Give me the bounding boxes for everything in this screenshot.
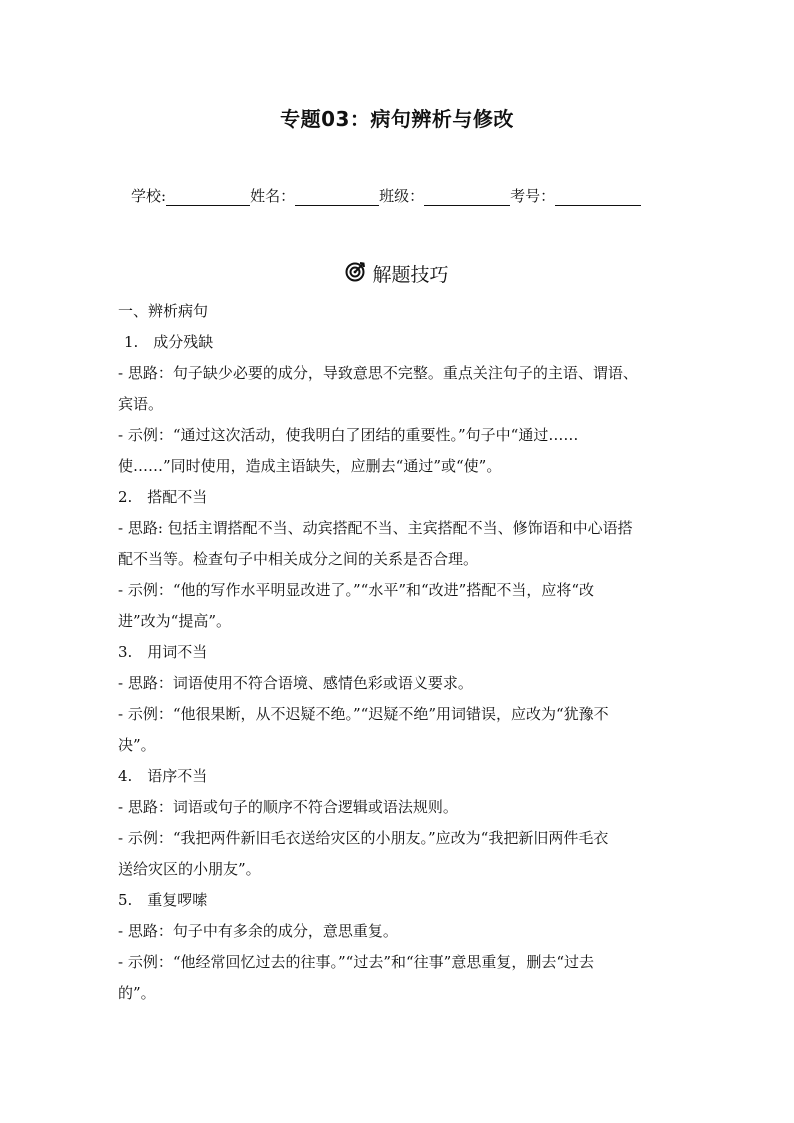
content-body bbox=[118, 296, 688, 1009]
name-label: 姓名： bbox=[250, 187, 296, 205]
text-line: - 思路：句子中有多余的成分，意思重复。 bbox=[118, 922, 398, 940]
text-line: 使……”同时使用，造成主语缺失，应删去“通过”或“使”。 bbox=[118, 457, 502, 475]
text-line: - 思路：词语使用不符合语境、感情色彩或语义要求。 bbox=[118, 674, 473, 692]
exam-number-blank[interactable] bbox=[555, 189, 641, 206]
text-line: - 示例：“他很果断，从不迟疑不绝。”“迟疑不绝”用词错误，应改为“犹豫不 bbox=[118, 705, 609, 723]
text-line: 宾语。 bbox=[118, 395, 164, 413]
text-line: 的”。 bbox=[118, 984, 156, 1002]
name-blank[interactable] bbox=[295, 189, 379, 206]
text-line: - 示例：“他经常回忆过去的往事。”“过去”和“往事”意思重复，删去“过去 bbox=[118, 953, 595, 971]
item-heading: 5. 重复啰嗦 bbox=[118, 891, 208, 909]
text-line: - 思路：词语或句子的顺序不符合逻辑或语法规则。 bbox=[118, 798, 458, 816]
text-line: 决”。 bbox=[118, 736, 156, 754]
page-title: 专题03：病句辨析与修改 bbox=[280, 107, 514, 131]
heading-line: 一、辨析病句 bbox=[118, 302, 209, 320]
item-heading: 2. 搭配不当 bbox=[118, 488, 208, 506]
exam-number-label: 考号： bbox=[510, 187, 556, 205]
item-heading: 3. 用词不当 bbox=[118, 643, 208, 661]
text-line: 配不当等。检查句子中相关成分之间的关系是否合理。 bbox=[118, 550, 479, 568]
item-heading: 1. 成分残缺 bbox=[124, 333, 214, 351]
class-blank[interactable] bbox=[424, 189, 510, 206]
target-icon bbox=[345, 260, 372, 287]
text-line: - 示例：“我把两件新旧毛衣送给灾区的小朋友。”应改为“我把新旧两件毛衣 bbox=[118, 829, 609, 847]
text-line: - 示例：“他的写作水平明显改进了。”“水平”和“改进”搭配不当，应将“改 bbox=[118, 581, 595, 599]
item-heading: 4. 语序不当 bbox=[118, 767, 208, 785]
text-line: - 思路：句子缺少必要的成分，导致意思不完整。重点关注句子的主语、谓语、 bbox=[118, 364, 638, 382]
school-label: 学校: bbox=[131, 187, 167, 205]
text-line: - 思路: 包括主谓搭配不当、动宾搭配不当、主宾搭配不当、修饰语和中心语搭 bbox=[118, 519, 633, 537]
text-line: 进”改为“提高”。 bbox=[118, 612, 232, 630]
class-label: 班级： bbox=[379, 187, 425, 205]
student-info-line bbox=[131, 185, 691, 206]
text-line: 送给灾区的小朋友”。 bbox=[118, 860, 261, 878]
section-heading bbox=[0, 260, 794, 287]
section-title: 解题技巧 bbox=[372, 264, 449, 286]
school-blank[interactable] bbox=[166, 189, 250, 206]
text-line: - 示例：“通过这次活动，使我明白了团结的重要性。”句子中“通过…… bbox=[118, 426, 579, 444]
